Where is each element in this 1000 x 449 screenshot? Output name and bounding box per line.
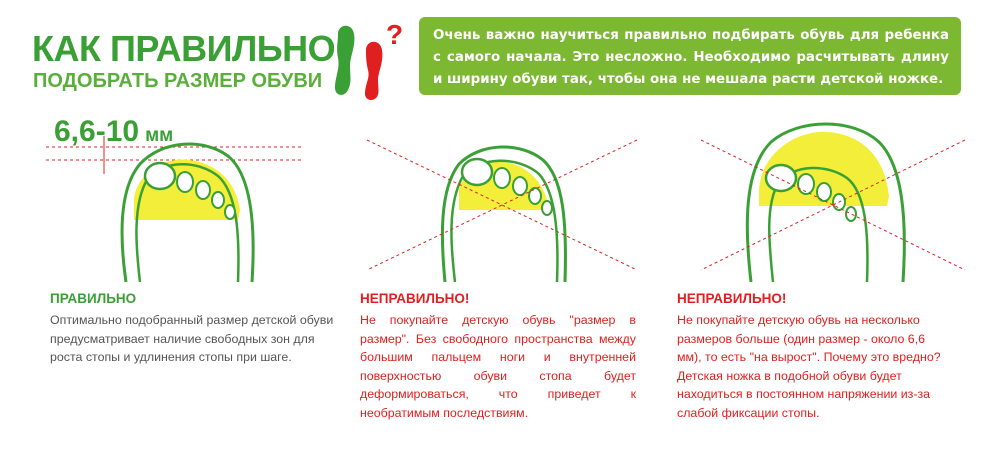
title-main: КАК ПРАВИЛЬНО (32, 28, 336, 69)
size-unit: мм (145, 125, 174, 146)
toe-3 (817, 183, 831, 201)
foot-tight-illustration (355, 130, 645, 290)
column-text: Не покупайте детскую обувь "размер в размер". Без свободного пространства между большим пальцем ноги и внутренней поверхностью обуви стопа будет деформироваться, что приведет к необратимым последствиям. (360, 313, 636, 420)
big-toe (462, 159, 492, 185)
intro-banner: Очень важно научиться правильно подбирать обувь для ребенка с самого начала. Это несложно. Необходимо расчитывать длину и ширину обуви так, чтобы она не мешала расти детской ножке. (419, 17, 961, 95)
red-footprint-icon (365, 42, 382, 100)
green-footprint-icon (335, 26, 354, 95)
toe-5 (542, 201, 552, 215)
column-heading: ПРАВИЛЬНО (50, 291, 137, 306)
column-correct (50, 291, 340, 367)
toe-5 (846, 207, 856, 221)
title-sub: ПОДОБРАТЬ РАЗМЕР ОБУВИ (33, 70, 323, 92)
toe-4 (212, 192, 224, 208)
column-heading: НЕПРАВИЛЬНО! (360, 291, 470, 306)
toe-2 (494, 168, 510, 188)
big-toe (145, 163, 175, 189)
toe-2 (177, 172, 193, 192)
toe-3 (196, 181, 210, 199)
big-toe (766, 165, 796, 191)
foot-big-illustration (675, 120, 975, 290)
footprints-logo (328, 16, 410, 102)
toe-5 (225, 205, 235, 219)
column-heading: НЕПРАВИЛЬНО! (677, 291, 787, 306)
toe-3 (513, 177, 527, 195)
column-text: Оптимально подобранный размер детской обуви предусматривает наличие свободных зон для роста стопы и удлинения стопы при шаге. (50, 313, 334, 365)
column-text: Не покупайте детскую обувь на несколько размеров больше (один размер - около 6,6 мм), то есть "на вырост". Почему это вредно? Детская ножка в подобной обуви будет находиться в постоянном напряжении из-за слабой фиксации стопы. (677, 313, 941, 420)
size-value: 6,6-10 (54, 115, 140, 148)
question-mark-icon: ? (386, 19, 404, 50)
toe-2 (798, 174, 814, 194)
toe-4 (529, 188, 541, 204)
column-big (677, 291, 951, 423)
foot-correct-illustration (40, 130, 310, 290)
column-tight (360, 291, 636, 423)
